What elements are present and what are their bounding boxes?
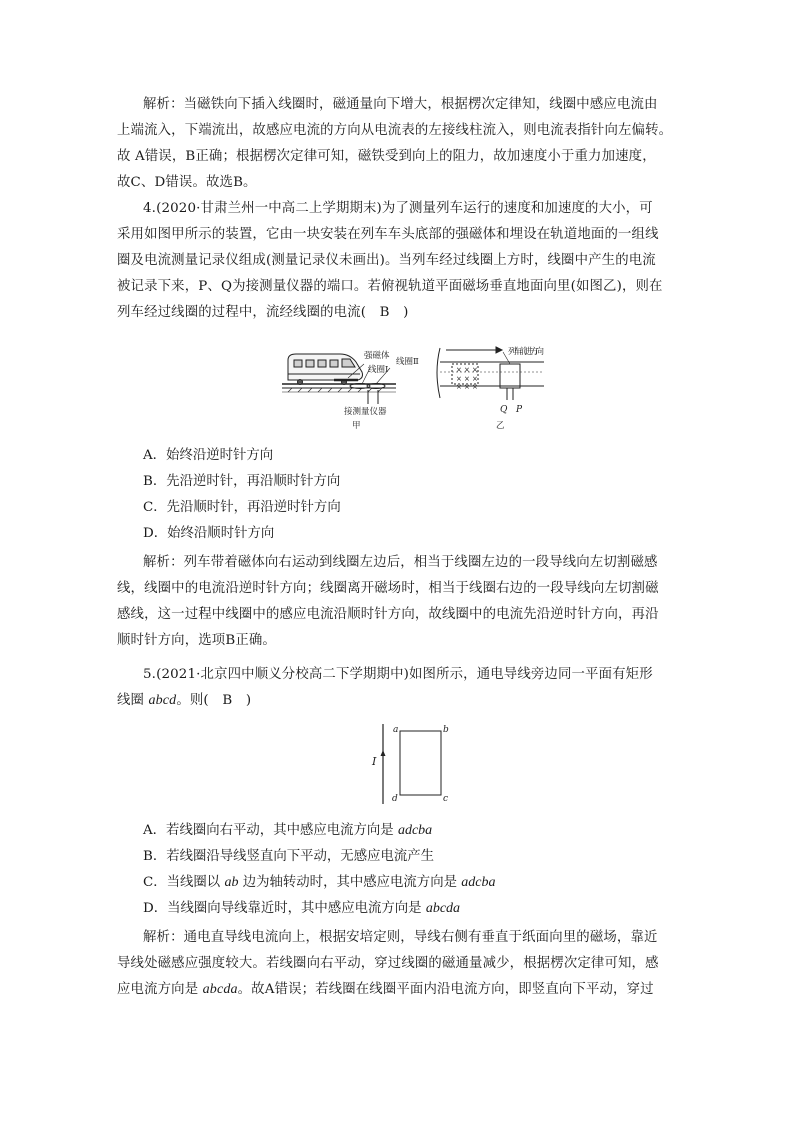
rectangular-coil [400,731,441,795]
q5-option-text: C．当线圈以 [143,875,225,890]
analysis-q5-line: 解析：通电直导线电流向上，根据安培定则，导线右侧有垂直于纸面向里的磁场，靠近 [143,930,658,945]
analysis-q5-var: abcda [202,982,238,997]
q5-figure [368,722,458,806]
analysis-q5-text: 应电流方向是 [117,982,203,997]
analysis-q5 [117,925,677,1003]
svg-text:×: × [456,375,462,383]
train-diagram [282,354,396,404]
q5-text: 线圈 [117,693,149,708]
q4-line: 采用如图甲所示的装置，它由一块安装在列车车头底部的强磁体和埋设在轨道地面的一组线 [117,227,659,242]
q4-figure [278,342,548,434]
q5-option-b [143,847,434,867]
analysis-q5-line [117,977,677,1003]
svg-text:×: × [456,383,462,391]
magnetic-field-crosses [456,366,478,391]
q5-option-c [143,873,495,893]
analysis-q5-text: 。故A错误；若线圈在线圈平面内沿电流方向，即竖直向下平动，穿过 [237,982,654,997]
label-meter: 接测量仪器 [344,407,387,417]
q5-option-var: adcba [397,823,433,838]
q5-option-text: 边为轴转动时，其中感应电流方向是 [238,875,462,890]
label-direction: 列车前进方向 [508,347,544,357]
analysis-q3-line: 解析：当磁铁向下插入线圈时，磁通量向下增大，根据楞次定律知，线圈中感应电流由 [143,97,658,112]
analysis-q4-line: 解析：列车带着磁体向右运动到线圈左边后，相当于线圈左边的一段导线向左切割磁感 [143,555,658,570]
label-yi: 乙 [496,421,505,431]
q5-option-a [143,821,432,841]
q4-line: 被记录下来，P、Q为接测量仪器的端口。若俯视轨道平面磁场垂直地面向里(如图乙)，则在 [117,279,663,294]
analysis-q3-line: 故 A错误，B正确；根据楞次定律可知，磁铁受到向上的阻力，故加速度小于重力加速度， [117,149,656,164]
analysis-q3 [117,92,677,196]
q5-var: abcd [148,693,177,708]
svg-text:×: × [472,375,478,383]
q5-option-d [143,899,460,919]
q4-line: 圈及电流测量记录仪组成(测量记录仪未画出)。当列车经过线圈上方时，线圈中产生的电流 [117,253,656,268]
label-c: c [443,794,449,804]
svg-text:×: × [464,383,470,391]
q5-line: 5.(2021·北京四中顺义分校高二下学期期中)如图所示，通电导线旁边同一平面有矩形 [143,667,653,682]
analysis-q3-line: 上端流入，下端流出，故感应电流的方向从电流表的左接线柱流入，则电流表指针向左偏转。 [117,123,673,138]
svg-text:×: × [456,366,462,374]
q4-option-b: B．先沿逆时针，再沿顺时针方向 [143,474,341,489]
q4-option-c: C．先沿顺时针，再沿逆时针方向 [143,500,341,515]
analysis-q4-line: 顺时针方向，选项B正确。 [117,633,276,648]
label-magnet: 强磁体 [364,351,390,361]
analysis-q4-line: 线，线圈中的电流沿逆时针方向；线圈离开磁场时，相当于线圈右边的一段导线向左切割磁 [117,581,659,596]
label-I: I [372,755,377,768]
q5-option-var: adcba [461,875,496,890]
q5-option-var: ab [224,875,239,890]
svg-text:×: × [464,375,470,383]
svg-text:×: × [472,366,478,374]
label-coil-1: 线圈Ⅰ [368,365,389,375]
question-4 [117,196,677,326]
q5-option-text: A．若线圈向右平动，其中感应电流方向是 [143,823,398,838]
label-jia: 甲 [352,421,361,431]
svg-text:×: × [472,383,478,391]
q4-option-a: A．始终沿逆时针方向 [143,448,274,463]
current-arrow-icon [381,750,386,756]
q4-option-d: D．始终沿顺时针方向 [143,526,275,541]
q5-line [117,688,677,714]
question-5 [117,662,677,714]
analysis-q4-line: 感线，这一过程中线圈中的感应电流沿顺时针方向，故线圈中的电流先沿逆时针方向，再沿 [117,607,659,622]
analysis-q3-line: 故C、D错误。故选B。 [117,175,257,190]
label-coil-2: 线圈Ⅱ [396,357,419,367]
q5-option-text: B．若线圈沿导线竖直向下平动，无感应电流产生 [143,849,435,864]
svg-text:×: × [464,366,470,374]
label-Q: Q [500,405,508,415]
label-b: b [443,725,449,735]
label-P: P [516,405,523,415]
analysis-q5-line: 导线处磁感应强度较大。若线圈向右平动，穿过线圈的磁通量减少，根据楞次定律可知，感 [117,956,659,971]
label-a: a [393,725,399,735]
analysis-q4 [117,550,677,654]
label-d: d [392,794,398,804]
q5-option-var: abcda [425,901,461,916]
q4-line: 4.(2020·甘肃兰州一中高二上学期期末)为了测量列车运行的速度和加速度的大小，可 [143,201,653,216]
q5-text: 。则( B ) [176,693,252,708]
q5-option-text: D．当线圈向导线靠近时，其中感应电流方向是 [143,901,426,916]
q4-line: 列车经过线圈的过程中，流经线圈的电流( B ) [117,305,409,320]
